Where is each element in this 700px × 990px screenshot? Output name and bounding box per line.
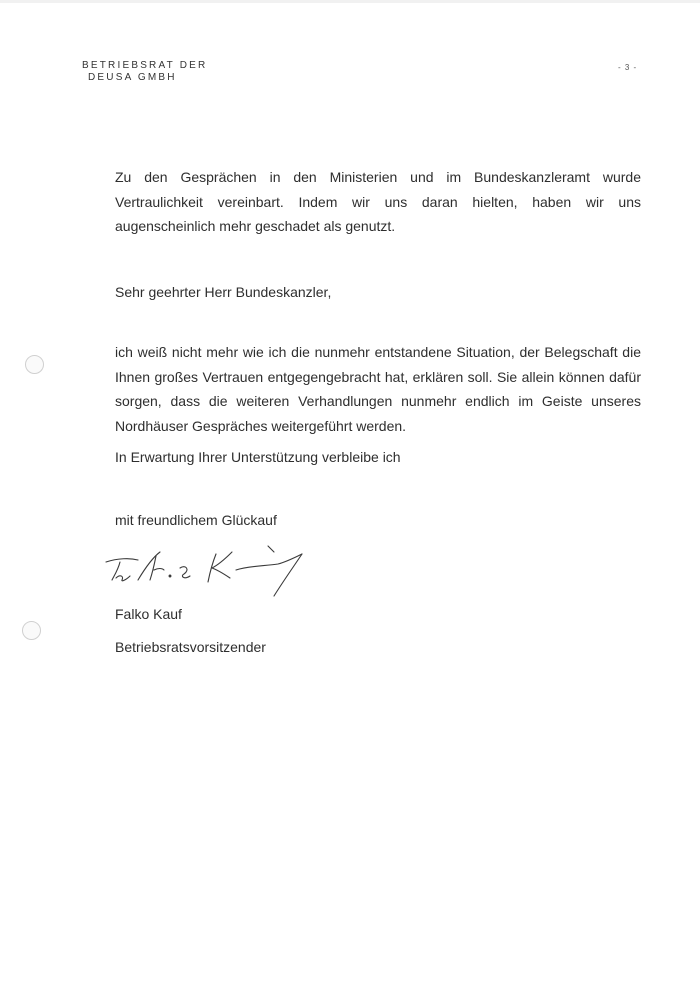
page-number: - 3 -: [618, 63, 638, 72]
closing-line: mit freundlichem Glückauf: [115, 512, 277, 528]
signer-name: Falko Kauf: [115, 606, 182, 622]
punch-hole-icon: [22, 621, 41, 640]
body-paragraph-3: In Erwartung Ihrer Unterstützung verbleibe ich: [115, 449, 401, 465]
letterhead-line-2: DEUSA GMBH: [88, 72, 177, 83]
body-paragraph-1: Zu den Gesprächen in den Ministerien und im Bundeskanzleramt wurde Vertraulichkeit vereinbart. Indem wir uns daran hielten, haben wir uns augenscheinlich mehr geschadet als genutzt.: [115, 169, 641, 234]
body-paragraph-2: ich weiß nicht mehr wie ich die nunmehr entstandene Situation, der Belegschaft die Ihnen großes Vertrauen entgegengebracht hat, erklären soll. Sie allein können dafür sorgen, dass die weiteren Verhandlungen nunmehr endlich im Geiste unseres Nordhäuser Gespräches weitergeführt werden.: [115, 344, 641, 434]
letterhead-line-1: BETRIEBSRAT DER: [82, 60, 208, 71]
scan-edge: [0, 0, 700, 3]
handwritten-signature: [98, 540, 318, 600]
signer-title: Betriebsratsvorsitzender: [115, 639, 266, 655]
letterhead: [82, 60, 207, 84]
salutation: Sehr geehrter Herr Bundeskanzler,: [115, 284, 332, 300]
punch-hole-icon: [25, 355, 44, 374]
